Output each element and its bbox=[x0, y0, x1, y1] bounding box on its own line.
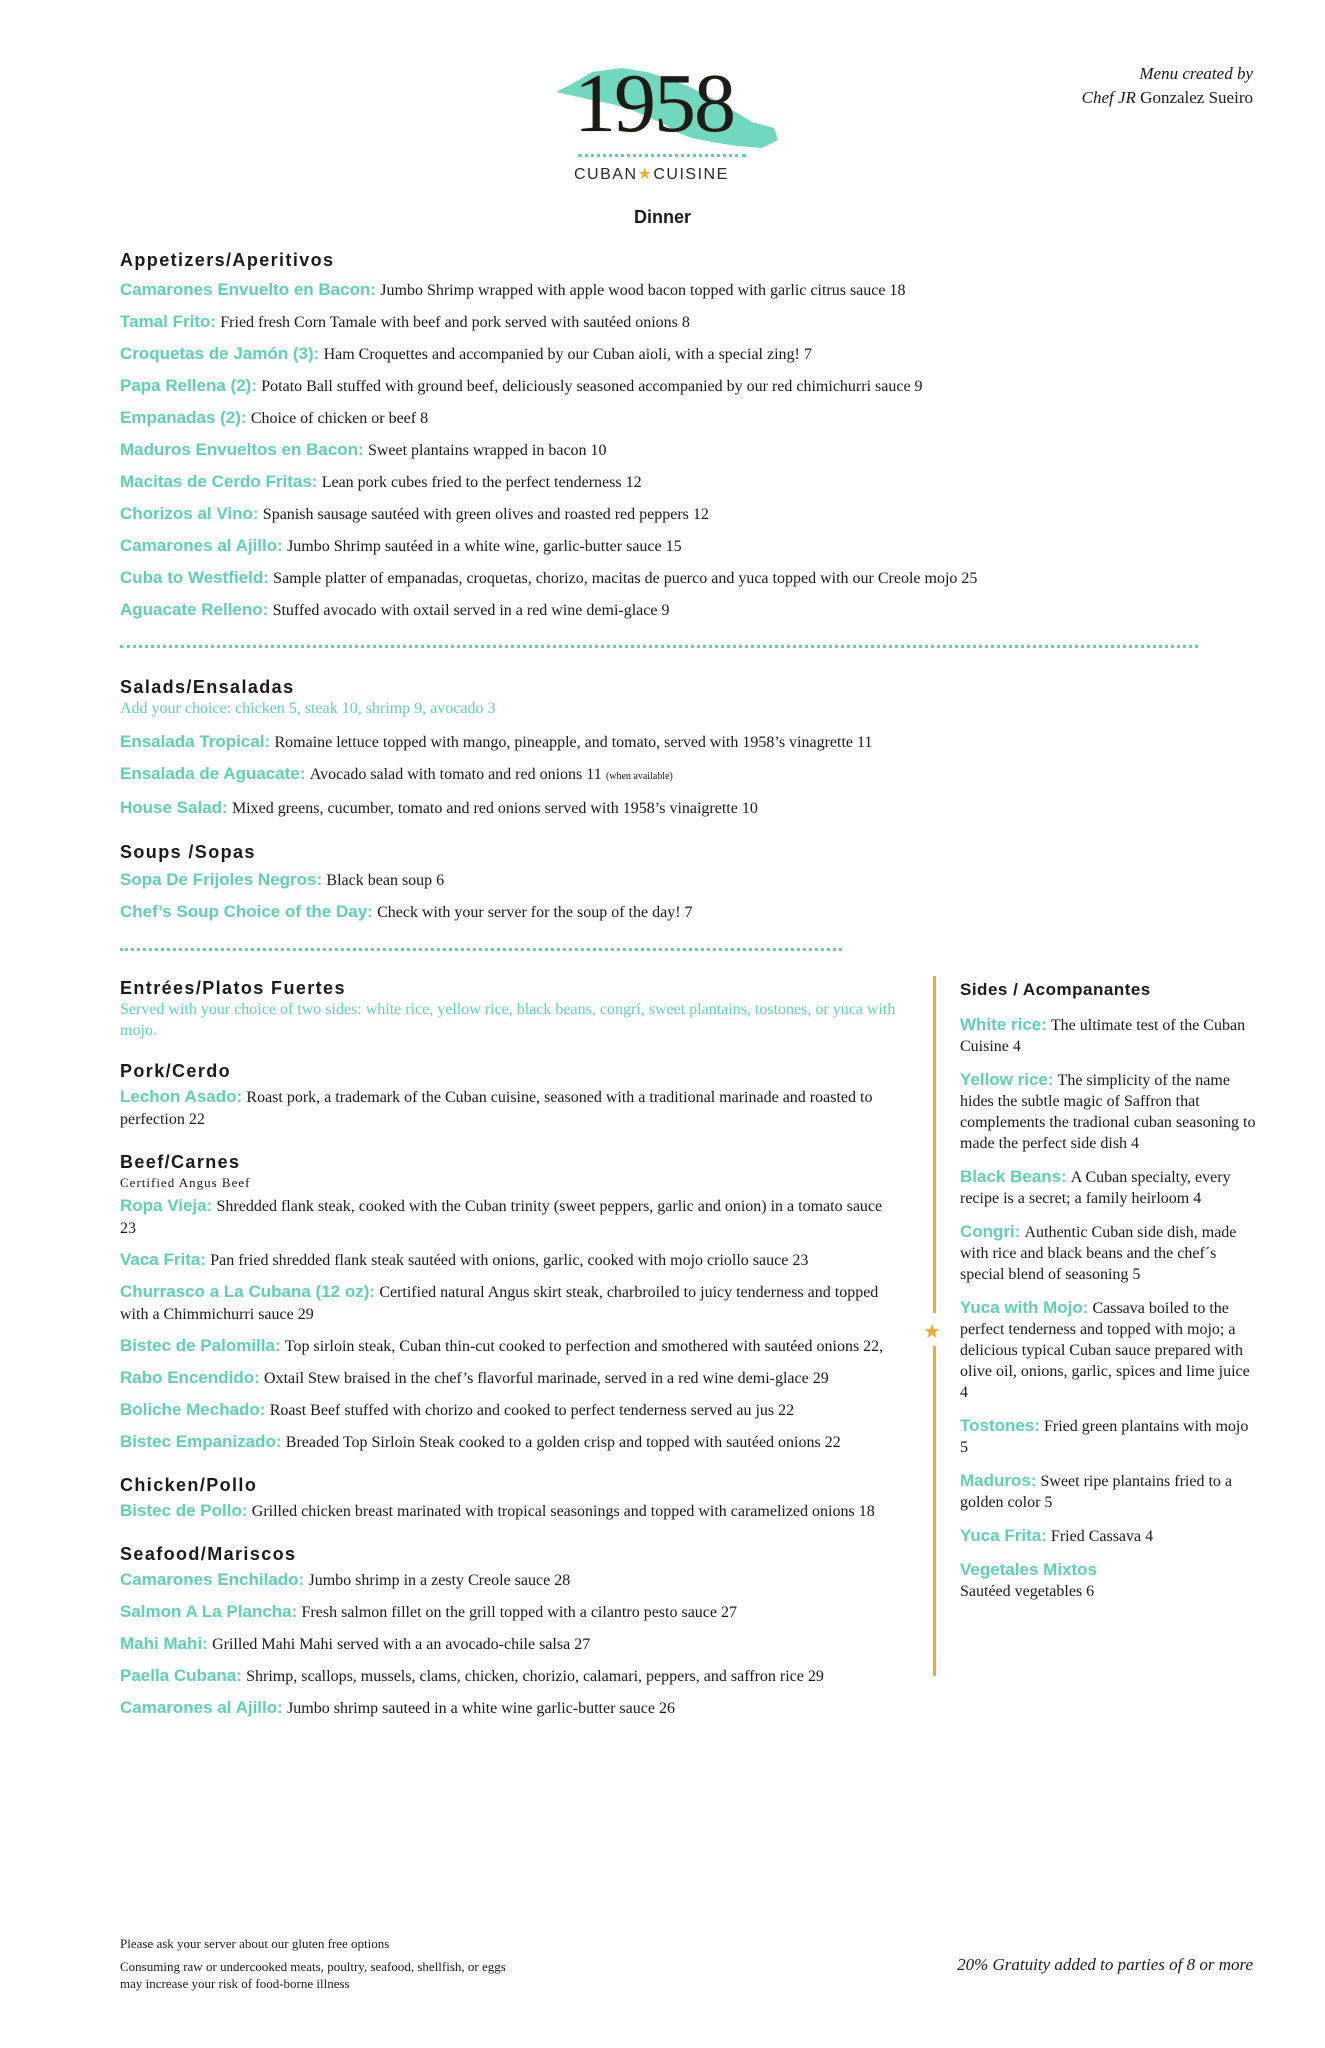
menu-item-description: Shredded flank steak, cooked with the Cuban trinity (sweet peppers, garlic and onion) in a tomato sauce 23 bbox=[120, 1198, 883, 1237]
side-item bbox=[960, 1166, 1260, 1209]
side-item-name: Congri: bbox=[960, 1222, 1021, 1241]
side-item-description: Authentic Cuban side dish, made with rice and black beans and the chef´s special blend of seasoning 5 bbox=[960, 1224, 1237, 1283]
menu-item-name: Chorizos al Vino: bbox=[120, 504, 259, 523]
menu-item-description: Sweet plantains wrapped in bacon 10 bbox=[367, 442, 607, 459]
menu-item bbox=[120, 1399, 900, 1421]
menu-item bbox=[120, 343, 1220, 365]
menu-item bbox=[120, 567, 1220, 589]
menu-item bbox=[120, 1601, 900, 1623]
menu-item-description: Roast Beef stuffed with chorizo and cooked to perfect tenderness served au jus 22 bbox=[269, 1402, 795, 1419]
menu-item-name: Paella Cubana: bbox=[120, 1666, 242, 1685]
side-item bbox=[960, 1470, 1260, 1513]
appetizers-section bbox=[120, 250, 1220, 631]
entrees-note: Served with your choice of two sides: white rice, yellow rice, black beans, congrí, sweet plantains, tostones, or yuca with mojo. bbox=[120, 1001, 896, 1039]
side-item-description: A Cuban specialty, every recipe is a secret; a family heirloom 4 bbox=[960, 1169, 1231, 1207]
logo-subtitle-right: CUISINE bbox=[653, 166, 729, 183]
seafood-list bbox=[120, 1569, 900, 1719]
menu-item bbox=[120, 1367, 900, 1389]
menu-item-description: Check with your server for the soup of the day! 7 bbox=[377, 904, 693, 921]
section-title: Entrées/Platos Fuertes bbox=[120, 978, 346, 998]
entrees-section bbox=[120, 978, 900, 1729]
menu-item-description: Breaded Top Sirloin Steak cooked to a golden crisp and topped with sautéed onions 22 bbox=[285, 1434, 841, 1451]
menu-item-description: Stuffed avocado with oxtail served in a red wine demi-glace 9 bbox=[272, 602, 670, 619]
sides-divider-line bbox=[933, 1346, 936, 1676]
side-item bbox=[960, 1525, 1260, 1547]
side-item-name: Yellow rice: bbox=[960, 1070, 1054, 1089]
side-item-description: The simplicity of the name hides the subtle magic of Saffron that complements the tradional cuban seasoning to made the perfect side dish 4 bbox=[960, 1072, 1256, 1152]
section-title: Salads/Ensaladas bbox=[120, 677, 295, 697]
logo-subtitle bbox=[574, 164, 729, 184]
menu-item-name: Mahi Mahi: bbox=[120, 1634, 208, 1653]
menu-item-description: Fresh salmon fillet on the grill topped with a cilantro pesto sauce 27 bbox=[301, 1604, 737, 1621]
menu-item-name: Churrasco a La Cubana (12 oz): bbox=[120, 1282, 376, 1301]
credit-line-2 bbox=[1082, 86, 1253, 110]
beef-subtitle: Certified Angus Beef bbox=[120, 1175, 251, 1190]
side-item-name: Tostones: bbox=[960, 1416, 1040, 1435]
section-title: Sides / Acompanantes bbox=[960, 980, 1151, 999]
section-title: Soups /Sopas bbox=[120, 842, 256, 862]
meal-title: Dinner bbox=[633, 207, 691, 227]
menu-item bbox=[120, 1195, 900, 1239]
side-item bbox=[960, 1415, 1260, 1458]
logo-subtitle-left: CUBAN bbox=[574, 166, 638, 183]
menu-item-name: Cuba to Westfield: bbox=[120, 568, 269, 587]
menu-item bbox=[120, 279, 1220, 301]
menu-item-name: Ropa Vieja: bbox=[120, 1196, 213, 1215]
menu-item bbox=[120, 375, 1220, 397]
side-item-description: The ultimate test of the Cuban Cuisine 4 bbox=[960, 1017, 1246, 1055]
side-item-description: Fried Cassava 4 bbox=[1050, 1528, 1154, 1545]
menu-item-name: Papa Rellena (2): bbox=[120, 376, 257, 395]
salads-list bbox=[120, 731, 1220, 819]
subsection-title-pork: Pork/Cerdo bbox=[120, 1061, 232, 1081]
menu-item-description: Ham Croquettes and accompanied by our Cuban aioli, with a special zing! 7 bbox=[323, 346, 812, 363]
section-divider bbox=[120, 645, 1198, 648]
menu-item-name: Camarones Enchilado: bbox=[120, 1570, 305, 1589]
menu-item-description: Choice of chicken or beef 8 bbox=[250, 410, 429, 427]
side-item-name: Maduros: bbox=[960, 1471, 1037, 1490]
menu-item bbox=[120, 1086, 900, 1130]
menu-item-description: Jumbo Shrimp wrapped with apple wood bacon topped with garlic citrus sauce 18 bbox=[380, 282, 906, 299]
menu-item-name: Salmon A La Plancha: bbox=[120, 1602, 298, 1621]
menu-item-description: Mixed greens, cucumber, tomato and red onions served with 1958’s vinaigrette 10 bbox=[231, 800, 758, 817]
menu-item-description: Top sirloin steak, Cuban thin-cut cooked to perfection and smothered with sautéed onions 22, bbox=[284, 1338, 884, 1355]
side-item-name: Vegetales Mixtos bbox=[960, 1560, 1098, 1579]
health-warning-line-2: may increase your risk of food-borne illness bbox=[120, 1976, 350, 1991]
menu-item bbox=[120, 439, 1220, 461]
menu-item-name: Tamal Frito: bbox=[120, 312, 217, 331]
menu-item-description: Certified natural Angus skirt steak, charbroiled to juicy tenderness and topped with a Chimmichurri sauce 29 bbox=[120, 1284, 879, 1323]
beef-list bbox=[120, 1195, 900, 1453]
menu-item-name: Chef’s Soup Choice of the Day: bbox=[120, 902, 373, 921]
section-title: Appetizers/Aperitivos bbox=[120, 250, 335, 270]
soups-section bbox=[120, 842, 1120, 933]
menu-item bbox=[120, 731, 1220, 753]
menu-item bbox=[120, 1335, 900, 1357]
menu-item-name: Bistec de Pollo: bbox=[120, 1501, 248, 1520]
side-item-description: Sautéed vegetables 6 bbox=[960, 1583, 1095, 1600]
subsection-title-beef: Beef/Carnes bbox=[120, 1152, 241, 1172]
menu-item-description: Oxtail Stew braised in the chef’s flavorful marinade, served in a red wine demi-glace 29 bbox=[264, 1370, 829, 1387]
menu-item bbox=[120, 471, 1220, 493]
subsection-title-seafood: Seafood/Mariscos bbox=[120, 1544, 297, 1564]
menu-item-description: Romaine lettuce topped with mango, pineapple, and tomato, served with 1958’s vinagrette 11 bbox=[274, 734, 873, 751]
subsection-title-chicken: Chicken/Pollo bbox=[120, 1475, 258, 1495]
chicken-list bbox=[120, 1500, 900, 1522]
menu-item-name: Rabo Encendido: bbox=[120, 1368, 260, 1387]
menu-item-description: Roast pork, a trademark of the Cuban cuisine, seasoned with a traditional marinade and roasted to perfection 22 bbox=[120, 1089, 873, 1128]
menu-item-description: Jumbo shrimp in a zesty Creole sauce 28 bbox=[308, 1572, 571, 1589]
menu-item-description: Pan fried shredded flank steak sautéed with onions, garlic, cooked with mojo criollo sauce 23 bbox=[210, 1252, 809, 1269]
menu-item bbox=[120, 797, 1220, 819]
menu-item-name: Bistec Empanizado: bbox=[120, 1432, 282, 1451]
menu-item bbox=[120, 1665, 900, 1687]
menu-item-description: Sample platter of empanadas, croquetas, chorizo, macitas de puerco and yuca topped with our Creole mojo 25 bbox=[273, 570, 978, 587]
section-divider bbox=[120, 948, 842, 951]
menu-item-name: House Salad: bbox=[120, 798, 228, 817]
menu-item-name: Camarones al Ajillo: bbox=[120, 1698, 283, 1717]
menu-item bbox=[120, 1500, 900, 1522]
soups-list bbox=[120, 869, 1120, 923]
menu-item bbox=[120, 1569, 900, 1591]
side-item bbox=[960, 1559, 1260, 1602]
sides-section bbox=[960, 980, 1260, 1614]
footer-notes bbox=[120, 1935, 506, 1992]
credit-chef-name: Gonzalez Sueiro bbox=[1140, 88, 1253, 107]
menu-item-name: Lechon Asado: bbox=[120, 1087, 243, 1106]
menu-item-name: Empanadas (2): bbox=[120, 408, 247, 427]
menu-item bbox=[120, 763, 1220, 787]
credit-line-1: Menu created by bbox=[1139, 64, 1253, 83]
menu-item bbox=[120, 1431, 900, 1453]
sides-divider-line bbox=[933, 976, 936, 1313]
gratuity-note: 20% Gratuity added to parties of 8 or more bbox=[957, 1955, 1253, 1974]
menu-item bbox=[120, 1249, 900, 1271]
menu-item-name: Maduros Envueltos en Bacon: bbox=[120, 440, 364, 459]
side-item bbox=[960, 1014, 1260, 1057]
menu-item-description: Spanish sausage sautéed with green olives and roasted red peppers 12 bbox=[262, 506, 709, 523]
menu-item-name: Camarones Envuelto en Bacon: bbox=[120, 280, 377, 299]
side-item-name: Black Beans: bbox=[960, 1167, 1067, 1186]
credit-chef-label: Chef JR bbox=[1081, 88, 1136, 107]
side-item bbox=[960, 1297, 1260, 1403]
pork-list bbox=[120, 1086, 900, 1130]
side-item-name: Yuca Frita: bbox=[960, 1526, 1047, 1545]
menu-item bbox=[120, 1281, 900, 1325]
menu-item-name: Camarones al Ajillo: bbox=[120, 536, 283, 555]
salads-section bbox=[120, 677, 1220, 829]
menu-item-description: Grilled Mahi Mahi served with a an avocado-chile salsa 27 bbox=[212, 1636, 591, 1653]
menu-item bbox=[120, 407, 1220, 429]
star-icon: ★ bbox=[637, 166, 654, 183]
menu-item-description: Shrimp, scallops, mussels, clams, chicken, chorizio, calamari, peppers, and saffron rice 29 bbox=[246, 1668, 824, 1685]
menu-item-description: Avocado salad with tomato and red onions 11 bbox=[309, 766, 602, 783]
menu-item bbox=[120, 869, 1120, 891]
menu-item-name: Macitas de Cerdo Fritas: bbox=[120, 472, 318, 491]
side-item-description: Cassava boiled to the perfect tenderness and topped with mojo; a delicious typical Cuban sauce prepared with olive oil, onions, garlic, spices and lime juice 4 bbox=[960, 1300, 1250, 1401]
menu-item-name: Ensalada Tropical: bbox=[120, 732, 271, 751]
menu-item bbox=[120, 311, 1220, 333]
availability-note: (when available) bbox=[605, 771, 673, 782]
menu-item-description: Lean pork cubes fried to the perfect tenderness 12 bbox=[321, 474, 642, 491]
menu-item bbox=[120, 901, 1120, 923]
side-item bbox=[960, 1221, 1260, 1285]
health-warning-line-1: Consuming raw or undercooked meats, poultry, seafood, shellfish, or eggs bbox=[120, 1959, 506, 1974]
menu-item-name: Vaca Frita: bbox=[120, 1250, 206, 1269]
menu-item-name: Boliche Mechado: bbox=[120, 1400, 266, 1419]
menu-item bbox=[120, 535, 1220, 557]
menu-item-description: Jumbo Shrimp sautéed in a white wine, garlic-butter sauce 15 bbox=[287, 538, 682, 555]
menu-item-name: Aguacate Relleno: bbox=[120, 600, 269, 619]
menu-item bbox=[120, 503, 1220, 525]
menu-item bbox=[120, 1633, 900, 1655]
side-item-description: Sweet ripe plantains fried to a golden color 5 bbox=[960, 1473, 1232, 1511]
menu-item-name: Bistec de Palomilla: bbox=[120, 1336, 281, 1355]
logo-number: 1958 bbox=[574, 57, 734, 150]
sides-list bbox=[960, 1014, 1260, 1602]
gluten-note: Please ask your server about our gluten free options bbox=[120, 1936, 390, 1951]
salads-note: Add your choice: chicken 5, steak 10, shrimp 9, avocado 3 bbox=[120, 700, 496, 717]
menu-item-description: Jumbo shrimp sauteed in a white wine garlic-butter sauce 26 bbox=[287, 1700, 675, 1717]
menu-item bbox=[120, 599, 1220, 621]
appetizers-list bbox=[120, 279, 1220, 621]
side-item bbox=[960, 1069, 1260, 1154]
menu-item-name: Ensalada de Aguacate: bbox=[120, 764, 306, 783]
menu-item bbox=[120, 1697, 900, 1719]
restaurant-logo bbox=[552, 57, 782, 192]
side-item-name: Yuca with Mojo: bbox=[960, 1298, 1089, 1317]
logo-dotted-rule bbox=[578, 154, 746, 157]
menu-item-description: Potato Ball stuffed with ground beef, deliciously seasoned accompanied by our red chimichurri sauce 9 bbox=[261, 378, 923, 395]
menu-item-name: Sopa De Frijoles Negros: bbox=[120, 870, 323, 889]
side-item-description: Fried green plantains with mojo 5 bbox=[960, 1418, 1249, 1456]
menu-item-name: Croquetas de Jamón (3): bbox=[120, 344, 320, 363]
menu-item-description: Fried fresh Corn Tamale with beef and pork served with sautéed onions 8 bbox=[220, 314, 690, 331]
chef-credit bbox=[1082, 62, 1253, 110]
menu-item-description: Grilled chicken breast marinated with tropical seasonings and topped with caramelized onions 18 bbox=[251, 1503, 875, 1520]
side-item-name: White rice: bbox=[960, 1015, 1047, 1034]
menu-item-description: Black bean soup 6 bbox=[326, 872, 445, 889]
star-icon: ★ bbox=[923, 1319, 941, 1343]
